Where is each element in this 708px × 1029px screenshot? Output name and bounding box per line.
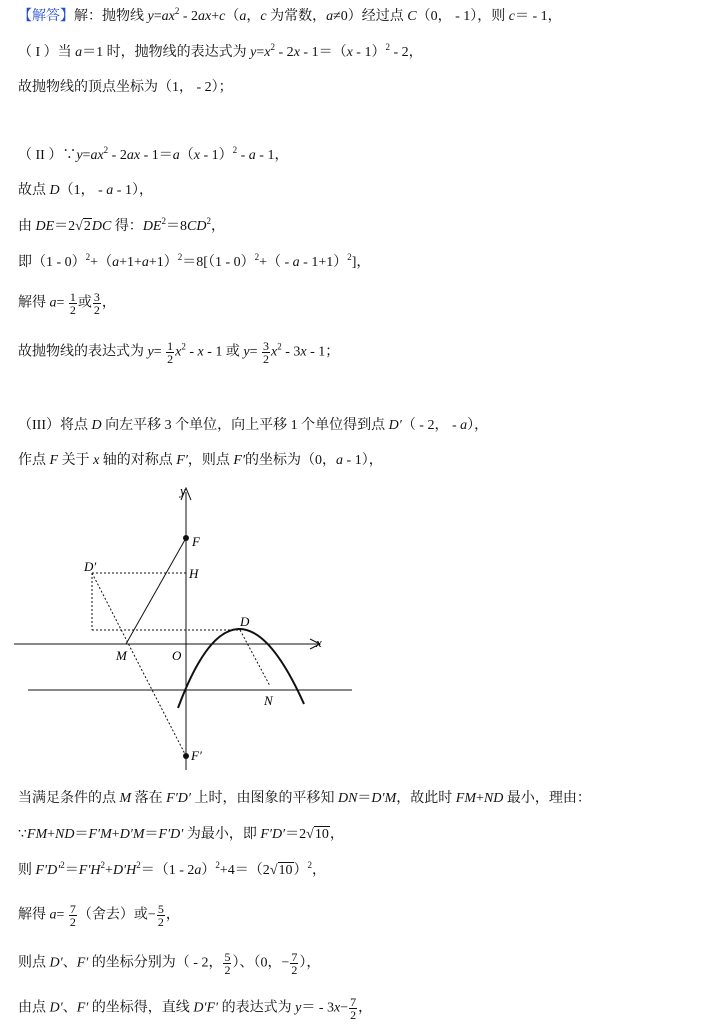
numerator: 3 [93, 290, 100, 304]
fraction [157, 903, 165, 928]
text: = [56, 907, 68, 923]
exponent: 2 [100, 860, 106, 870]
text: 解得 [18, 907, 50, 923]
label-y: y [180, 483, 186, 498]
text: − [340, 1000, 349, 1016]
denominator: 2 [350, 1008, 357, 1022]
text: ， [165, 907, 180, 923]
solution-line-17 [18, 996, 372, 1021]
solution-line-15 [18, 903, 180, 928]
label-d: D [240, 614, 250, 629]
var: F′ [176, 453, 188, 468]
var: x [193, 148, 200, 163]
exponent: 2 [177, 252, 183, 262]
var: a [292, 255, 300, 270]
var: F′ [76, 1000, 89, 1016]
text: （ - 2， - [401, 418, 461, 433]
text: ＝1 时，抛物线的表达式为 [82, 45, 251, 60]
solution-line-14 [18, 861, 326, 881]
var: CD [186, 219, 207, 234]
text: 解：抛物线 [74, 9, 148, 24]
var: c [260, 9, 267, 24]
var: a [326, 9, 334, 24]
var: a [248, 148, 256, 163]
solution-line-13 [18, 825, 344, 845]
text: 则 [18, 863, 36, 878]
dashed-dn [240, 630, 270, 686]
text: 的坐标分别为（ - 2， [88, 955, 223, 971]
solution-line-1 [18, 7, 562, 27]
text: - 1）， [343, 453, 383, 468]
var: c [508, 9, 515, 24]
text: - 1； [306, 344, 340, 360]
var: a [194, 863, 202, 878]
label-f-prime: F′ [191, 748, 202, 763]
text: ＝8 [165, 219, 187, 234]
text: 即（1 - 0） [18, 255, 86, 270]
var: F′D′ [166, 791, 191, 806]
text: ） [293, 863, 308, 878]
text: + [211, 9, 220, 24]
text: 得： [111, 219, 143, 234]
text: +1+ [119, 255, 142, 270]
sqrt: √10 [306, 827, 329, 842]
text: - 1） [199, 148, 233, 163]
fraction [69, 903, 77, 928]
text: = [153, 344, 166, 360]
text: ， [358, 1000, 373, 1016]
var: x [334, 1000, 341, 1016]
exponent: 2 [385, 42, 390, 52]
sqrt: √2 [75, 219, 91, 234]
text: + [47, 827, 56, 842]
solution-line-11 [18, 451, 383, 471]
text: - 3 [281, 344, 301, 360]
label-n: N [264, 693, 273, 708]
text: 则点 [18, 955, 50, 971]
var: a [172, 148, 180, 163]
segment-fm [126, 538, 186, 644]
text: （1， - [59, 183, 107, 198]
numerator: 1 [167, 339, 174, 353]
var: DE [35, 219, 55, 234]
exponent: 2 [215, 860, 220, 870]
text: ）、（0，− [232, 955, 290, 971]
var: ax [126, 148, 141, 163]
var: D [91, 418, 102, 433]
var: a [336, 453, 344, 468]
text: 故点 [18, 183, 50, 198]
var: F′D′ [35, 863, 61, 878]
denominator: 2 [69, 303, 76, 317]
text: 作点 [18, 453, 50, 468]
var: ax [161, 9, 175, 24]
fraction [69, 291, 77, 316]
var: F′D′ [158, 827, 184, 842]
exponent: 2 [60, 860, 65, 870]
denominator: 2 [167, 352, 174, 366]
radicand: 2 [83, 219, 91, 234]
var: D [49, 183, 60, 198]
text: 的坐标得，直线 [88, 1000, 194, 1016]
text: - 1+1） [299, 255, 348, 270]
fraction [223, 951, 231, 976]
text: ＝ [144, 827, 159, 842]
text: - 1） [352, 45, 386, 60]
text: 故抛物线的表达式为 [18, 344, 148, 360]
text: 由 [18, 219, 36, 234]
text: = [56, 295, 68, 311]
numerator: 7 [69, 902, 76, 916]
var: x [271, 344, 278, 360]
var: x [264, 45, 271, 60]
var: D′ [49, 1000, 63, 1016]
label-x: x [316, 635, 322, 650]
var: y [147, 344, 154, 360]
text: +（ - [259, 255, 293, 270]
var: x [300, 344, 307, 360]
exponent: 2 [347, 252, 352, 262]
text: - 1＝（ [299, 45, 347, 60]
label-f: F [192, 534, 200, 549]
text: （0， - 1），则 [416, 9, 509, 24]
var: DC [91, 219, 112, 234]
exponent: 2 [254, 252, 260, 262]
text: ＝（1 - 2 [140, 863, 195, 878]
label-o: O [172, 648, 182, 663]
var: D′F′ [193, 1000, 219, 1016]
text: = [256, 45, 265, 60]
var: y [295, 1000, 302, 1016]
var: ND [55, 827, 75, 842]
denominator: 2 [93, 303, 100, 317]
text: - 2， [389, 45, 423, 60]
var: y [243, 344, 250, 360]
exponent: 2 [103, 145, 109, 155]
text: 最小，理由： [503, 791, 591, 806]
fraction [262, 340, 270, 365]
text: ＝ [74, 827, 89, 842]
text: 、 [62, 955, 77, 971]
text: ]， [351, 255, 371, 270]
numerator: 5 [157, 902, 164, 916]
solution-line-2 [18, 43, 423, 63]
solution-line-6 [18, 217, 225, 237]
text: ＝ - 3 [301, 1000, 334, 1016]
text: - 2 [179, 9, 199, 24]
radicand: 10 [314, 827, 329, 842]
var: FM [26, 827, 48, 842]
text: ）， [467, 418, 489, 433]
text: （ I ）当 [18, 45, 76, 60]
denominator: 2 [69, 915, 76, 929]
var: x [197, 344, 204, 360]
fraction [93, 291, 101, 316]
text: +（ [90, 255, 113, 270]
var: x [346, 45, 353, 60]
var: F′ [76, 955, 89, 971]
text: 由点 [18, 1000, 50, 1016]
text: ，故此时 [396, 791, 456, 806]
text: - 1＝ [140, 148, 173, 163]
dashed-dp-fp [92, 573, 186, 756]
text: - 1）， [113, 183, 153, 198]
var: F′H [78, 863, 101, 878]
var: y [147, 9, 154, 24]
var: a [75, 45, 83, 60]
var: F [49, 453, 59, 468]
text: 、 [62, 1000, 77, 1016]
text: ， [210, 219, 225, 234]
var: c [219, 9, 226, 24]
solution-line-9 [18, 340, 339, 365]
text: ＝2 [285, 827, 307, 842]
denominator: 2 [224, 963, 231, 977]
denominator: 2 [157, 915, 164, 929]
solution-line-12 [18, 789, 591, 809]
var: D′M [119, 827, 145, 842]
text: - 2 [108, 148, 127, 163]
numerator: 1 [69, 290, 76, 304]
text: 的坐标为（0， [245, 453, 337, 468]
point-f-prime [183, 753, 189, 759]
text: ，则点 [187, 453, 234, 468]
text: ， [312, 863, 326, 878]
solution-line-4 [18, 146, 288, 166]
text: 或 [77, 295, 92, 311]
exponent: 2 [85, 252, 91, 262]
fraction [290, 951, 298, 976]
text: - [237, 148, 249, 163]
text: 当满足条件的点 [18, 791, 120, 806]
var: D′ [49, 955, 63, 971]
var: D′ [388, 418, 402, 433]
text: 轴的对称点 [99, 453, 177, 468]
var: a [460, 418, 468, 433]
text: （III）将点 [18, 418, 92, 433]
numerator: 7 [291, 950, 298, 964]
numerator: 5 [224, 950, 231, 964]
exponent: 2 [270, 42, 276, 52]
solution-line-7 [18, 253, 370, 273]
text: ， [246, 9, 261, 24]
text: + [475, 791, 484, 806]
text: ＝ [64, 863, 79, 878]
text: 为常数， [266, 9, 327, 24]
text: 解得 [18, 295, 50, 311]
text: 向左平移 3 个单位，向上平移 1 个单位得到点 [101, 418, 389, 433]
text: = [249, 344, 262, 360]
text: （舍去）或− [77, 907, 156, 923]
exponent: 2 [206, 216, 211, 226]
var: ND [483, 791, 504, 806]
var: a [106, 183, 114, 198]
numerator: 3 [263, 339, 270, 353]
label-m: M [116, 648, 127, 663]
denominator: 2 [263, 352, 270, 366]
var: D′M [371, 791, 397, 806]
text: ， [101, 295, 116, 311]
var: a [112, 255, 120, 270]
label-d-prime: D′ [84, 559, 97, 574]
var: F′ [233, 453, 246, 468]
exponent: 2 [161, 216, 166, 226]
text: +1） [148, 255, 178, 270]
var: F′M [88, 827, 112, 842]
solution-line-5 [18, 181, 153, 201]
text: （ [225, 9, 240, 24]
text: +4＝（2 [219, 863, 270, 878]
var: ax [198, 9, 212, 24]
solution-line-8 [18, 291, 116, 316]
var: F′D′ [260, 827, 286, 842]
fraction [166, 340, 174, 365]
var: x [293, 45, 300, 60]
exponent: 2 [181, 341, 186, 352]
parabola [178, 629, 304, 708]
var: y [76, 148, 83, 163]
solution-line-10 [18, 416, 488, 436]
text: ＝2 [54, 219, 76, 234]
text: 关于 [58, 453, 94, 468]
coordinate-graph [0, 480, 370, 780]
text: ）， [299, 955, 321, 971]
text: = [82, 148, 91, 163]
exponent: 2 [307, 860, 312, 870]
answer-tag: 【解答】 [18, 9, 74, 24]
text: - 2 [275, 45, 294, 60]
exponent: 2 [232, 145, 238, 155]
text: ＝8[（1 - 0） [182, 255, 255, 270]
var: x [175, 344, 182, 360]
text: ≠0）经过点 [333, 9, 408, 24]
radicand: 10 [278, 863, 293, 878]
text: （ II ）∵ [18, 148, 77, 163]
fraction [349, 996, 357, 1021]
var: y [250, 45, 257, 60]
text: 落在 [131, 791, 167, 806]
var: DE [142, 219, 162, 234]
text: 上时，由图象的平移知 [190, 791, 338, 806]
denominator: 2 [291, 963, 298, 977]
var: a [239, 9, 247, 24]
var: DN [337, 791, 358, 806]
solution-line-16 [18, 951, 320, 976]
sqrt: √10 [269, 863, 293, 878]
numerator: 7 [350, 995, 357, 1009]
var: D′H [112, 863, 137, 878]
var: a [49, 295, 57, 311]
text: - [185, 344, 198, 360]
text: + [105, 863, 113, 878]
text: 的表达式为 [218, 1000, 296, 1016]
var: FM [455, 791, 476, 806]
text: ＝ - 1， [515, 9, 562, 24]
text: - 1 或 [203, 344, 244, 360]
text: = [153, 9, 162, 24]
var: x [93, 453, 100, 468]
exponent: 2 [277, 341, 282, 352]
var: a [141, 255, 149, 270]
text: （ [179, 148, 194, 163]
text: ） [201, 863, 216, 878]
exponent: 2 [174, 6, 180, 16]
var: ax [90, 148, 104, 163]
text: ＝ [357, 791, 372, 806]
point-f [183, 535, 189, 541]
var: a [49, 907, 57, 923]
var: C [407, 9, 417, 24]
var: M [119, 791, 132, 806]
text: ∵ [18, 827, 27, 842]
text: + [111, 827, 120, 842]
exponent: 2 [136, 860, 141, 870]
text: ， [329, 827, 344, 842]
text: - 1， [255, 148, 289, 163]
solution-line-3: 故抛物线的顶点坐标为（1， - 2）； [18, 80, 233, 95]
text: 为最小，即 [183, 827, 261, 842]
label-h: H [189, 566, 199, 581]
